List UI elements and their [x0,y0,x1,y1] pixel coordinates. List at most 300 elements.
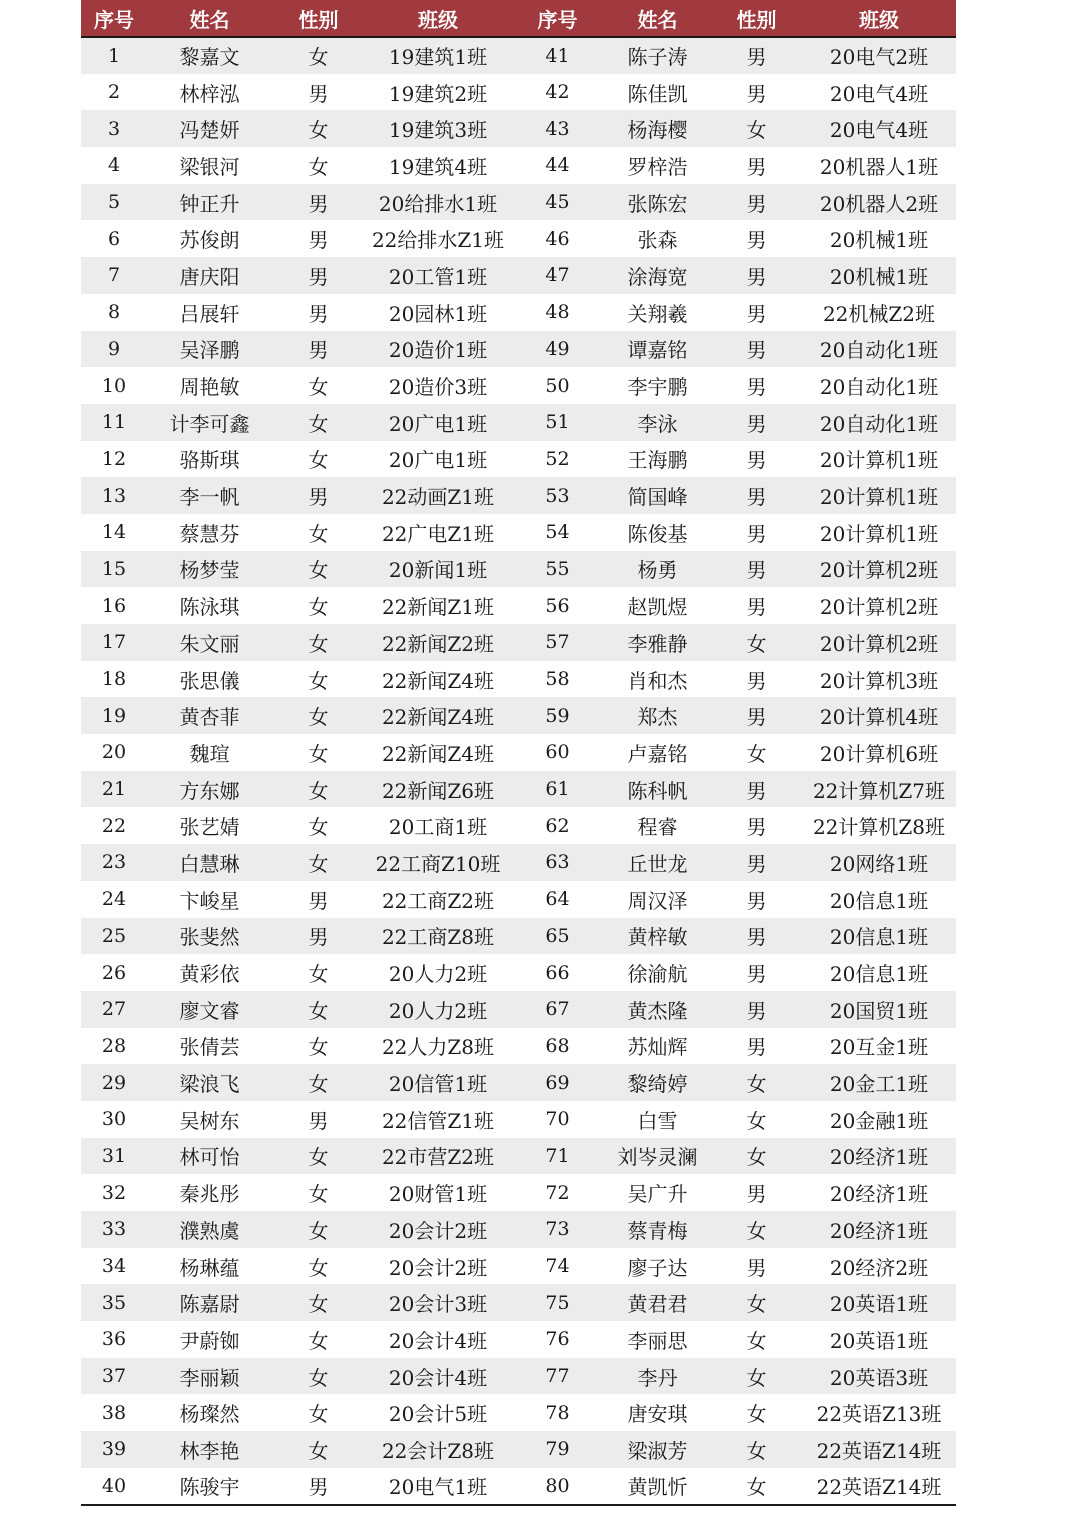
class-cell: 20计算机2班 [802,587,956,624]
name-cell: 李泳 [604,404,711,441]
name-cell: 蔡慧芬 [147,514,272,551]
name-cell: 杨璨然 [147,1394,272,1431]
table-row [81,1138,956,1175]
gender-cell: 女 [272,991,365,1028]
gender-cell: 男 [711,147,802,184]
header-index-left: 序号 [81,0,147,37]
class-cell: 20新闻1班 [365,551,511,588]
class-cell: 22计算机Z8班 [802,807,956,844]
gender-cell: 女 [272,367,365,404]
index-cell: 31 [81,1138,147,1175]
gender-cell: 男 [272,257,365,294]
index-cell: 17 [81,624,147,661]
gender-cell: 男 [272,918,365,955]
index-cell: 41 [511,37,604,74]
name-cell: 魏瑄 [147,734,272,771]
class-cell: 22工商Z10班 [365,844,511,881]
class-cell: 20计算机1班 [802,477,956,514]
name-cell: 梁银河 [147,147,272,184]
gender-cell: 女 [272,147,365,184]
gender-cell: 女 [272,587,365,624]
class-cell: 20广电1班 [365,441,511,478]
gender-cell: 男 [711,294,802,331]
name-cell: 徐渝航 [604,954,711,991]
table-row [81,1064,956,1101]
gender-cell: 男 [711,807,802,844]
name-cell: 李丹 [604,1358,711,1395]
index-cell: 1 [81,37,147,74]
table-row [81,1211,956,1248]
header-gender-right: 性别 [711,0,802,37]
table-row [81,807,956,844]
name-cell: 罗梓浩 [604,147,711,184]
name-cell: 张斐然 [147,918,272,955]
name-cell: 黄梓敏 [604,918,711,955]
gender-cell: 女 [711,1321,802,1358]
class-cell: 20国贸1班 [802,991,956,1028]
class-cell: 20会计5班 [365,1394,511,1431]
index-cell: 59 [511,697,604,734]
table-row [81,331,956,368]
gender-cell: 女 [272,1321,365,1358]
index-cell: 6 [81,220,147,257]
gender-cell: 男 [711,991,802,1028]
index-cell: 78 [511,1394,604,1431]
class-cell: 20会计3班 [365,1284,511,1321]
gender-cell: 女 [272,110,365,147]
name-cell: 钟正升 [147,184,272,221]
gender-cell: 女 [272,807,365,844]
class-cell: 20信管1班 [365,1064,511,1101]
gender-cell: 男 [711,1248,802,1285]
index-cell: 43 [511,110,604,147]
class-cell: 20园林1班 [365,294,511,331]
class-cell: 22信管Z1班 [365,1101,511,1138]
name-cell: 李雅静 [604,624,711,661]
table-row [81,220,956,257]
class-cell: 22广电Z1班 [365,514,511,551]
index-cell: 11 [81,404,147,441]
table-row [81,624,956,661]
class-cell: 20造价1班 [365,331,511,368]
table-row [81,1248,956,1285]
gender-cell: 男 [711,844,802,881]
class-cell: 20英语1班 [802,1284,956,1321]
student-roster-table [81,0,956,1506]
gender-cell: 女 [272,624,365,661]
table-row [81,37,956,74]
gender-cell: 女 [272,1394,365,1431]
class-cell: 22工商Z8班 [365,918,511,955]
class-cell: 20自动化1班 [802,367,956,404]
name-cell: 林梓泓 [147,74,272,111]
index-cell: 58 [511,661,604,698]
table-row [81,1174,956,1211]
name-cell: 唐安琪 [604,1394,711,1431]
class-cell: 20计算机2班 [802,624,956,661]
table-row [81,1358,956,1395]
index-cell: 75 [511,1284,604,1321]
index-cell: 63 [511,844,604,881]
index-cell: 15 [81,551,147,588]
index-cell: 71 [511,1138,604,1175]
index-cell: 13 [81,477,147,514]
gender-cell: 男 [711,404,802,441]
gender-cell: 女 [711,110,802,147]
class-cell: 20会计4班 [365,1358,511,1395]
gender-cell: 女 [272,441,365,478]
table-row [81,184,956,221]
class-cell: 22会计Z8班 [365,1431,511,1468]
class-cell: 22新闻Z4班 [365,734,511,771]
name-cell: 肖和杰 [604,661,711,698]
name-cell: 廖文睿 [147,991,272,1028]
gender-cell: 男 [711,771,802,808]
index-cell: 46 [511,220,604,257]
table-row [81,697,956,734]
name-cell: 李一帆 [147,477,272,514]
table-row [81,257,956,294]
index-cell: 28 [81,1028,147,1065]
gender-cell: 男 [711,551,802,588]
gender-cell: 女 [711,1211,802,1248]
gender-cell: 女 [272,661,365,698]
gender-cell: 男 [272,220,365,257]
index-cell: 53 [511,477,604,514]
index-cell: 54 [511,514,604,551]
class-cell: 22计算机Z7班 [802,771,956,808]
gender-cell: 女 [272,514,365,551]
name-cell: 白慧琳 [147,844,272,881]
index-cell: 20 [81,734,147,771]
gender-cell: 女 [272,1431,365,1468]
name-cell: 赵凯煜 [604,587,711,624]
class-cell: 22英语Z13班 [802,1394,956,1431]
class-cell: 20计算机2班 [802,551,956,588]
class-cell: 20机器人1班 [802,147,956,184]
class-cell: 20工商1班 [365,807,511,844]
class-cell: 20给排水1班 [365,184,511,221]
index-cell: 65 [511,918,604,955]
name-cell: 梁浪飞 [147,1064,272,1101]
gender-cell: 女 [711,1431,802,1468]
name-cell: 黎嘉文 [147,37,272,74]
name-cell: 黄凯忻 [604,1468,711,1505]
gender-cell: 女 [711,1284,802,1321]
index-cell: 9 [81,331,147,368]
gender-cell: 男 [711,184,802,221]
name-cell: 黎绮婷 [604,1064,711,1101]
gender-cell: 女 [711,1138,802,1175]
gender-cell: 女 [272,954,365,991]
index-cell: 70 [511,1101,604,1138]
gender-cell: 男 [272,294,365,331]
name-cell: 陈泳琪 [147,587,272,624]
index-cell: 22 [81,807,147,844]
table-row [81,1394,956,1431]
index-cell: 24 [81,881,147,918]
gender-cell: 女 [272,551,365,588]
index-cell: 57 [511,624,604,661]
class-cell: 20经济1班 [802,1211,956,1248]
name-cell: 陈科帆 [604,771,711,808]
name-cell: 方东娜 [147,771,272,808]
index-cell: 47 [511,257,604,294]
gender-cell: 男 [711,257,802,294]
class-cell: 22新闻Z4班 [365,661,511,698]
table-row [81,1101,956,1138]
gender-cell: 男 [711,918,802,955]
class-cell: 19建筑2班 [365,74,511,111]
class-cell: 20广电1班 [365,404,511,441]
index-cell: 52 [511,441,604,478]
gender-cell: 男 [711,477,802,514]
class-cell: 20电气4班 [802,110,956,147]
class-cell: 20经济2班 [802,1248,956,1285]
table-row [81,1431,956,1468]
class-cell: 19建筑1班 [365,37,511,74]
index-cell: 61 [511,771,604,808]
gender-cell: 男 [272,881,365,918]
index-cell: 51 [511,404,604,441]
gender-cell: 女 [272,1138,365,1175]
class-cell: 20英语3班 [802,1358,956,1395]
class-cell: 22新闻Z6班 [365,771,511,808]
class-cell: 20金工1班 [802,1064,956,1101]
index-cell: 12 [81,441,147,478]
name-cell: 涂海宽 [604,257,711,294]
index-cell: 55 [511,551,604,588]
name-cell: 朱文丽 [147,624,272,661]
header-name-right: 姓名 [604,0,711,37]
index-cell: 68 [511,1028,604,1065]
gender-cell: 男 [272,184,365,221]
class-cell: 20自动化1班 [802,331,956,368]
index-cell: 32 [81,1174,147,1211]
name-cell: 蔡青梅 [604,1211,711,1248]
class-cell: 20电气2班 [802,37,956,74]
index-cell: 69 [511,1064,604,1101]
index-cell: 3 [81,110,147,147]
index-cell: 27 [81,991,147,1028]
index-cell: 26 [81,954,147,991]
name-cell: 周汉泽 [604,881,711,918]
name-cell: 杨琳蕴 [147,1248,272,1285]
class-cell: 20经济1班 [802,1138,956,1175]
table-row [81,294,956,331]
index-cell: 34 [81,1248,147,1285]
table-row [81,74,956,111]
name-cell: 冯楚妍 [147,110,272,147]
index-cell: 18 [81,661,147,698]
index-cell: 8 [81,294,147,331]
name-cell: 白雪 [604,1101,711,1138]
class-cell: 22英语Z14班 [802,1468,956,1505]
name-cell: 程睿 [604,807,711,844]
name-cell: 简国峰 [604,477,711,514]
gender-cell: 女 [711,1468,802,1505]
gender-cell: 男 [711,514,802,551]
header-name-left: 姓名 [147,0,272,37]
index-cell: 7 [81,257,147,294]
name-cell: 濮熟虞 [147,1211,272,1248]
index-cell: 44 [511,147,604,184]
class-cell: 22动画Z1班 [365,477,511,514]
class-cell: 19建筑3班 [365,110,511,147]
class-cell: 20机器人2班 [802,184,956,221]
table-header [81,0,956,37]
gender-cell: 男 [272,74,365,111]
name-cell: 张艺婧 [147,807,272,844]
class-cell: 20会计4班 [365,1321,511,1358]
gender-cell: 男 [272,1101,365,1138]
name-cell: 苏灿辉 [604,1028,711,1065]
table-row [81,514,956,551]
name-cell: 唐庆阳 [147,257,272,294]
gender-cell: 女 [272,1248,365,1285]
index-cell: 29 [81,1064,147,1101]
name-cell: 陈子涛 [604,37,711,74]
index-cell: 4 [81,147,147,184]
index-cell: 48 [511,294,604,331]
name-cell: 张森 [604,220,711,257]
gender-cell: 男 [272,1468,365,1505]
name-cell: 梁淑芳 [604,1431,711,1468]
name-cell: 卢嘉铭 [604,734,711,771]
name-cell: 郑杰 [604,697,711,734]
gender-cell: 女 [272,1284,365,1321]
table-body [81,37,956,1505]
table-row [81,1028,956,1065]
class-cell: 22新闻Z1班 [365,587,511,624]
gender-cell: 女 [272,734,365,771]
index-cell: 42 [511,74,604,111]
name-cell: 黄杰隆 [604,991,711,1028]
table-row [81,771,956,808]
header-class-right: 班级 [802,0,956,37]
class-cell: 20人力2班 [365,954,511,991]
class-cell: 20会计2班 [365,1248,511,1285]
index-cell: 77 [511,1358,604,1395]
class-cell: 20信息1班 [802,954,956,991]
table-row [81,991,956,1028]
name-cell: 张陈宏 [604,184,711,221]
table-row [81,147,956,184]
gender-cell: 女 [711,734,802,771]
index-cell: 35 [81,1284,147,1321]
class-cell: 20信息1班 [802,918,956,955]
name-cell: 陈骏宇 [147,1468,272,1505]
class-cell: 19建筑4班 [365,147,511,184]
index-cell: 38 [81,1394,147,1431]
name-cell: 骆斯琪 [147,441,272,478]
name-cell: 林李艳 [147,1431,272,1468]
gender-cell: 女 [272,771,365,808]
table-row [81,551,956,588]
index-cell: 45 [511,184,604,221]
index-cell: 56 [511,587,604,624]
table-row [81,441,956,478]
index-cell: 30 [81,1101,147,1138]
class-cell: 20机械1班 [802,220,956,257]
class-cell: 20信息1班 [802,881,956,918]
index-cell: 76 [511,1321,604,1358]
index-cell: 62 [511,807,604,844]
index-cell: 21 [81,771,147,808]
name-cell: 廖子达 [604,1248,711,1285]
gender-cell: 男 [711,74,802,111]
index-cell: 50 [511,367,604,404]
table-row [81,1284,956,1321]
table-row [81,110,956,147]
gender-cell: 女 [711,1101,802,1138]
name-cell: 谭嘉铭 [604,331,711,368]
gender-cell: 女 [272,1211,365,1248]
index-cell: 14 [81,514,147,551]
index-cell: 79 [511,1431,604,1468]
table-row [81,1321,956,1358]
class-cell: 20自动化1班 [802,404,956,441]
name-cell: 林可怡 [147,1138,272,1175]
index-cell: 5 [81,184,147,221]
table-row [81,844,956,881]
index-cell: 49 [511,331,604,368]
name-cell: 黄杏菲 [147,697,272,734]
class-cell: 20金融1班 [802,1101,956,1138]
gender-cell: 女 [711,1394,802,1431]
name-cell: 李宇鹏 [604,367,711,404]
index-cell: 39 [81,1431,147,1468]
index-cell: 2 [81,74,147,111]
name-cell: 黄君君 [604,1284,711,1321]
index-cell: 23 [81,844,147,881]
gender-cell: 男 [711,367,802,404]
gender-cell: 女 [272,1358,365,1395]
name-cell: 苏俊朗 [147,220,272,257]
gender-cell: 女 [272,844,365,881]
header-gender-left: 性别 [272,0,365,37]
index-cell: 64 [511,881,604,918]
table-row [81,404,956,441]
class-cell: 20计算机6班 [802,734,956,771]
class-cell: 22新闻Z2班 [365,624,511,661]
gender-cell: 男 [711,587,802,624]
index-cell: 60 [511,734,604,771]
gender-cell: 女 [272,404,365,441]
gender-cell: 女 [272,1028,365,1065]
name-cell: 李丽思 [604,1321,711,1358]
class-cell: 20会计2班 [365,1211,511,1248]
name-cell: 吴泽鹏 [147,331,272,368]
class-cell: 20电气1班 [365,1468,511,1505]
class-cell: 20电气4班 [802,74,956,111]
gender-cell: 男 [711,1028,802,1065]
name-cell: 陈佳凯 [604,74,711,111]
index-cell: 19 [81,697,147,734]
index-cell: 33 [81,1211,147,1248]
name-cell: 张思儀 [147,661,272,698]
table-row [81,367,956,404]
index-cell: 73 [511,1211,604,1248]
gender-cell: 女 [711,1358,802,1395]
class-cell: 22机械Z2班 [802,294,956,331]
index-cell: 25 [81,918,147,955]
index-cell: 16 [81,587,147,624]
name-cell: 黄彩依 [147,954,272,991]
name-cell: 关翔羲 [604,294,711,331]
table-row [81,1468,956,1505]
table-row [81,881,956,918]
